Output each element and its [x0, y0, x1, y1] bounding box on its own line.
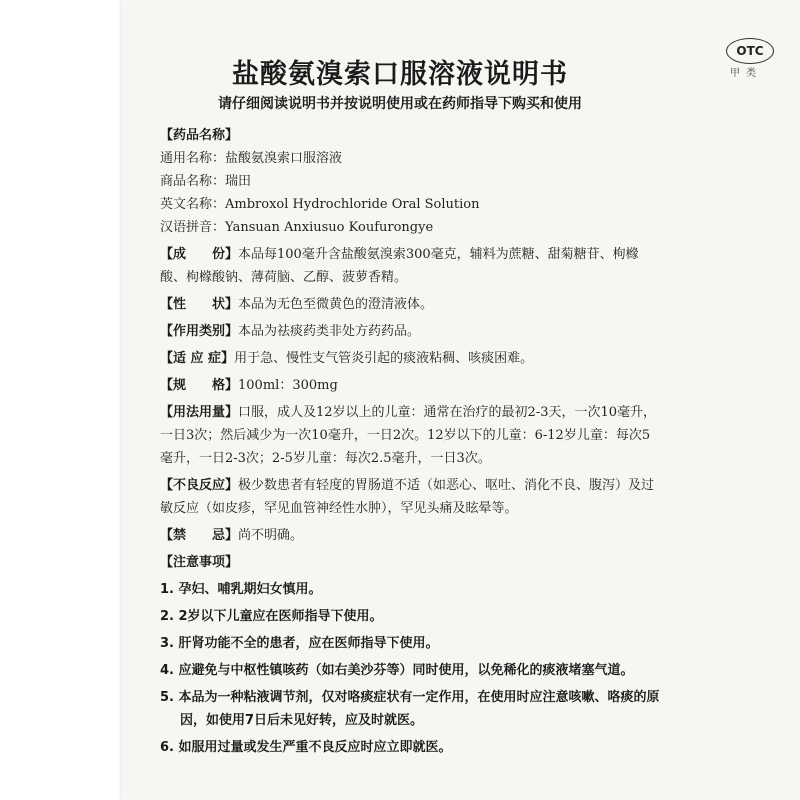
precautions-heading: 【注意事项】	[160, 555, 239, 570]
adverse-section	[160, 474, 660, 520]
precaution-item: 4. 应避免与中枢性镇咳药（如右美沙芬等）同时使用，以免稀化的痰液堵塞气道。	[160, 663, 634, 678]
precaution-item: 6. 如服用过量或发生严重不良反应时应立即就医。	[160, 740, 452, 755]
indication-heading: 【适 应 症】	[160, 351, 235, 366]
field-label: 商品名称：	[160, 174, 226, 189]
contraindication-section	[160, 524, 660, 547]
leaflet-content	[160, 124, 660, 759]
field-value: Yansuan Anxiusuo Koufurongye	[225, 220, 434, 235]
adverse-heading: 【不良反应】	[160, 478, 239, 493]
appearance-text: 本品为无色至微黄色的澄清液体。	[238, 297, 434, 312]
dosage-text: 口服，成人及12岁以上的儿童：通常在治疗的最初2-3天，一次10毫升，一日3次；然后减少为一次10毫升，一日2次。12岁以下的儿童：6-12岁儿童：每次5毫升，一日2-3次；2-5岁儿童：每次2.5毫升，一日3次。	[160, 405, 657, 466]
spec-section	[160, 374, 660, 397]
english-name-row	[160, 193, 660, 216]
otc-class-label: 甲类	[730, 68, 762, 79]
field-label: 通用名称：	[160, 151, 226, 166]
category-section	[160, 320, 660, 343]
composition-heading: 【成 份】	[160, 247, 239, 262]
contraindication-text: 尚不明确。	[238, 528, 304, 543]
field-label: 汉语拼音：	[160, 220, 226, 235]
generic-name-row	[160, 147, 660, 170]
dosage-heading: 【用法用量】	[160, 405, 239, 420]
field-label: 英文名称：	[160, 197, 226, 212]
indication-section	[160, 347, 660, 370]
pinyin-name-row	[160, 216, 660, 239]
appearance-section	[160, 293, 660, 316]
precaution-item: 2. 2岁以下儿童应在医师指导下使用。	[160, 609, 383, 624]
name-section-heading: 【药品名称】	[160, 128, 239, 143]
composition-text: 本品每100毫升含盐酸氨溴索300毫克，辅料为蔗糖、甜菊糖苷、枸橼酸、枸橼酸钠、薄荷脑、乙醇、菠萝香精。	[160, 247, 639, 285]
category-heading: 【作用类别】	[160, 324, 239, 339]
document-title: 盐酸氨溴索口服溶液说明书	[232, 59, 568, 90]
field-value: 瑞田	[225, 174, 252, 189]
otc-badge: OTC	[726, 38, 774, 64]
field-value: 盐酸氨溴索口服溶液	[225, 151, 343, 166]
field-value: Ambroxol Hydrochloride Oral Solution	[225, 197, 480, 212]
contraindication-heading: 【禁 忌】	[160, 528, 239, 543]
trade-name-row	[160, 170, 660, 193]
dosage-section	[160, 401, 660, 470]
adverse-text: 极少数患者有轻度的胃肠道不适（如恶心、呕吐、消化不良、腹泻）及过敏反应（如皮疹，罕见血管神经性水肿），罕见头痛及眩晕等。	[160, 478, 655, 516]
spec-heading: 【规 格】	[160, 378, 239, 393]
composition-section	[160, 243, 660, 289]
precaution-item: 1. 孕妇、哺乳期妇女慎用。	[160, 582, 322, 597]
appearance-heading: 【性 状】	[160, 297, 239, 312]
indication-text: 用于急、慢性支气管炎引起的痰液粘稠、咳痰困难。	[234, 351, 534, 366]
precaution-item: 5. 本品为一种粘液调节剂，仅对咯痰症状有一定作用，在使用时应注意咳嗽、咯痰的原因，如使用7日后未见好转，应及时就医。	[160, 690, 660, 728]
precaution-item: 3. 肝肾功能不全的患者，应在医师指导下使用。	[160, 636, 439, 651]
spec-text: 100ml：300mg	[238, 378, 338, 393]
document-subtitle: 请仔细阅读说明书并按说明使用或在药师指导下购买和使用	[218, 96, 582, 112]
category-text: 本品为祛痰药类非处方药药品。	[238, 324, 421, 339]
